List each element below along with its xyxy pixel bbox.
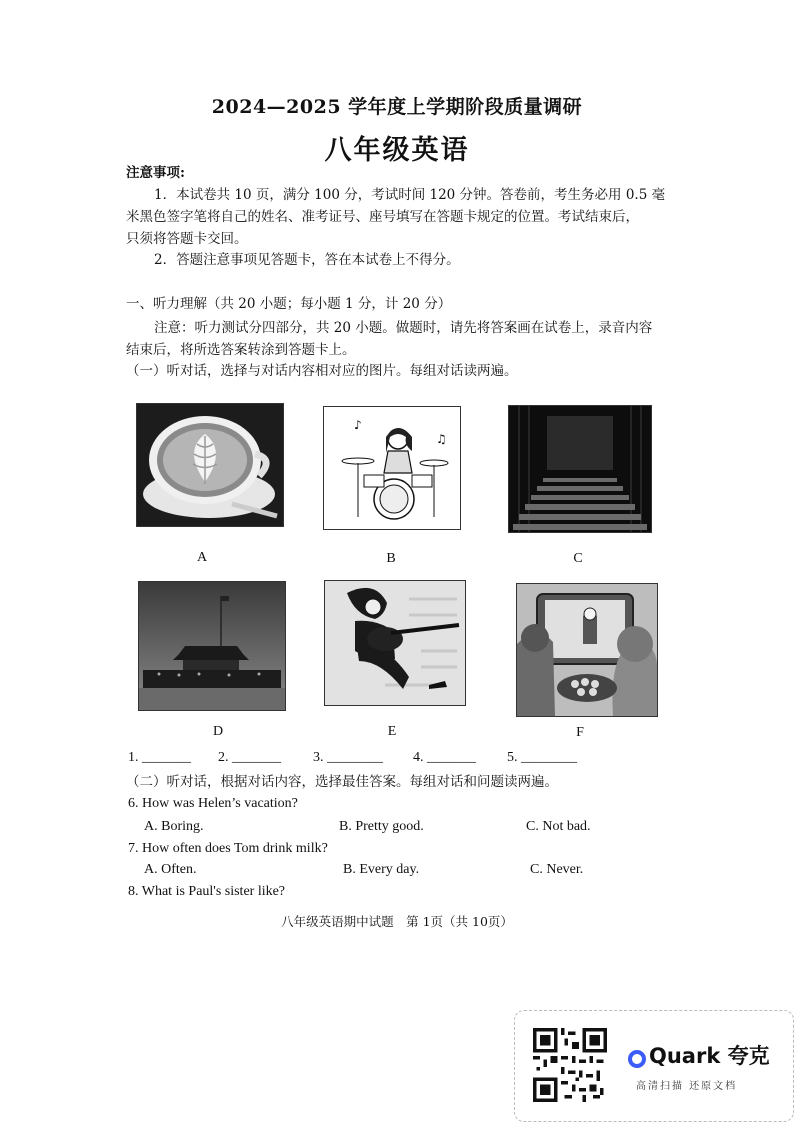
section-note-line1: 注意：听力测试分四部分，共 20 小题。做题时，请先将答案画在试卷上，录音内容: [154, 320, 653, 336]
quark-logo: [628, 1040, 770, 1070]
question-8: 8. What is Paul's sister like?: [128, 884, 286, 899]
qr-code-icon: [533, 1028, 607, 1102]
q7-option-c[interactable]: C. Never.: [530, 862, 584, 877]
note-item-2: 2．答题注意事项见答题卡，答在本试卷上不得分。: [154, 252, 460, 268]
note-item-1-line2: 米黑色签字笔将自己的姓名、准考证号、座号填写在答题卡规定的位置。考试结束后，: [126, 209, 639, 225]
section-note-line2: 结束后，将所选答案转涂到答题卡上。: [126, 342, 356, 358]
exam-title: 2024—2025 学年度上学期阶段质量调研: [211, 96, 583, 118]
tiananmen-square-icon: [138, 581, 286, 711]
section-heading: 一、听力理解（共 20 小题；每小题 1 分，计 20 分）: [126, 296, 452, 312]
quark-tagline: 高清扫描 还原文档: [636, 1081, 738, 1092]
question-6: 6. How was Helen’s vacation?: [128, 796, 298, 811]
svg-text:♪: ♪: [354, 418, 362, 432]
note-item-1-line1: 1．本试卷共 10 页，满分 100 分，考试时间 120 分钟。答卷前，考生务必用 0.5 毫: [154, 187, 666, 203]
answer-blank-2[interactable]: 2. _______: [218, 750, 281, 765]
q7-option-a[interactable]: A. Often.: [144, 862, 197, 877]
notes-heading: 注意事项:: [126, 165, 185, 181]
people-watching-tv-icon: [516, 583, 658, 717]
page-footer: 八年级英语期中试题 第 1页（共 10页）: [281, 914, 513, 929]
note-item-1-line3: 只须将答题卡交回。: [126, 231, 248, 247]
subject-title: 八年级英语: [324, 135, 470, 166]
picture-label-f: F: [576, 725, 584, 740]
quark-brand: Quark 夸克: [649, 1044, 770, 1068]
picture-label-b: B: [386, 551, 396, 566]
latte-coffee-icon: [136, 403, 284, 527]
q6-option-c[interactable]: C. Not bad.: [526, 819, 591, 834]
svg-text:♫: ♫: [436, 432, 447, 446]
answer-blank-1[interactable]: 1. _______: [128, 750, 191, 765]
part1-instruction: （一）听对话，选择与对话内容相对应的图片。每组对话读两遍。: [126, 363, 518, 379]
answer-blank-4[interactable]: 4. _______: [413, 750, 476, 765]
answer-blank-3[interactable]: 3. ________: [313, 750, 383, 765]
girl-playing-drums-icon: [323, 406, 461, 530]
q6-option-a[interactable]: A. Boring.: [144, 819, 204, 834]
q7-option-b[interactable]: B. Every day.: [343, 862, 420, 877]
part2-instruction: （二）听对话，根据对话内容，选择最佳答案。每组对话和问题读两遍。: [126, 774, 558, 790]
girl-playing-guitar-icon: [324, 580, 466, 706]
picture-label-a: A: [196, 550, 208, 565]
picture-label-c: C: [573, 551, 583, 566]
picture-label-d: D: [212, 724, 224, 739]
quark-q-icon: [628, 1050, 646, 1068]
answer-blank-5[interactable]: 5. ________: [507, 750, 577, 765]
picture-label-e: E: [387, 724, 397, 739]
theater-seats-icon: [508, 405, 652, 533]
question-7: 7. How often does Tom drink milk?: [128, 841, 328, 856]
q6-option-b[interactable]: B. Pretty good.: [339, 819, 424, 834]
